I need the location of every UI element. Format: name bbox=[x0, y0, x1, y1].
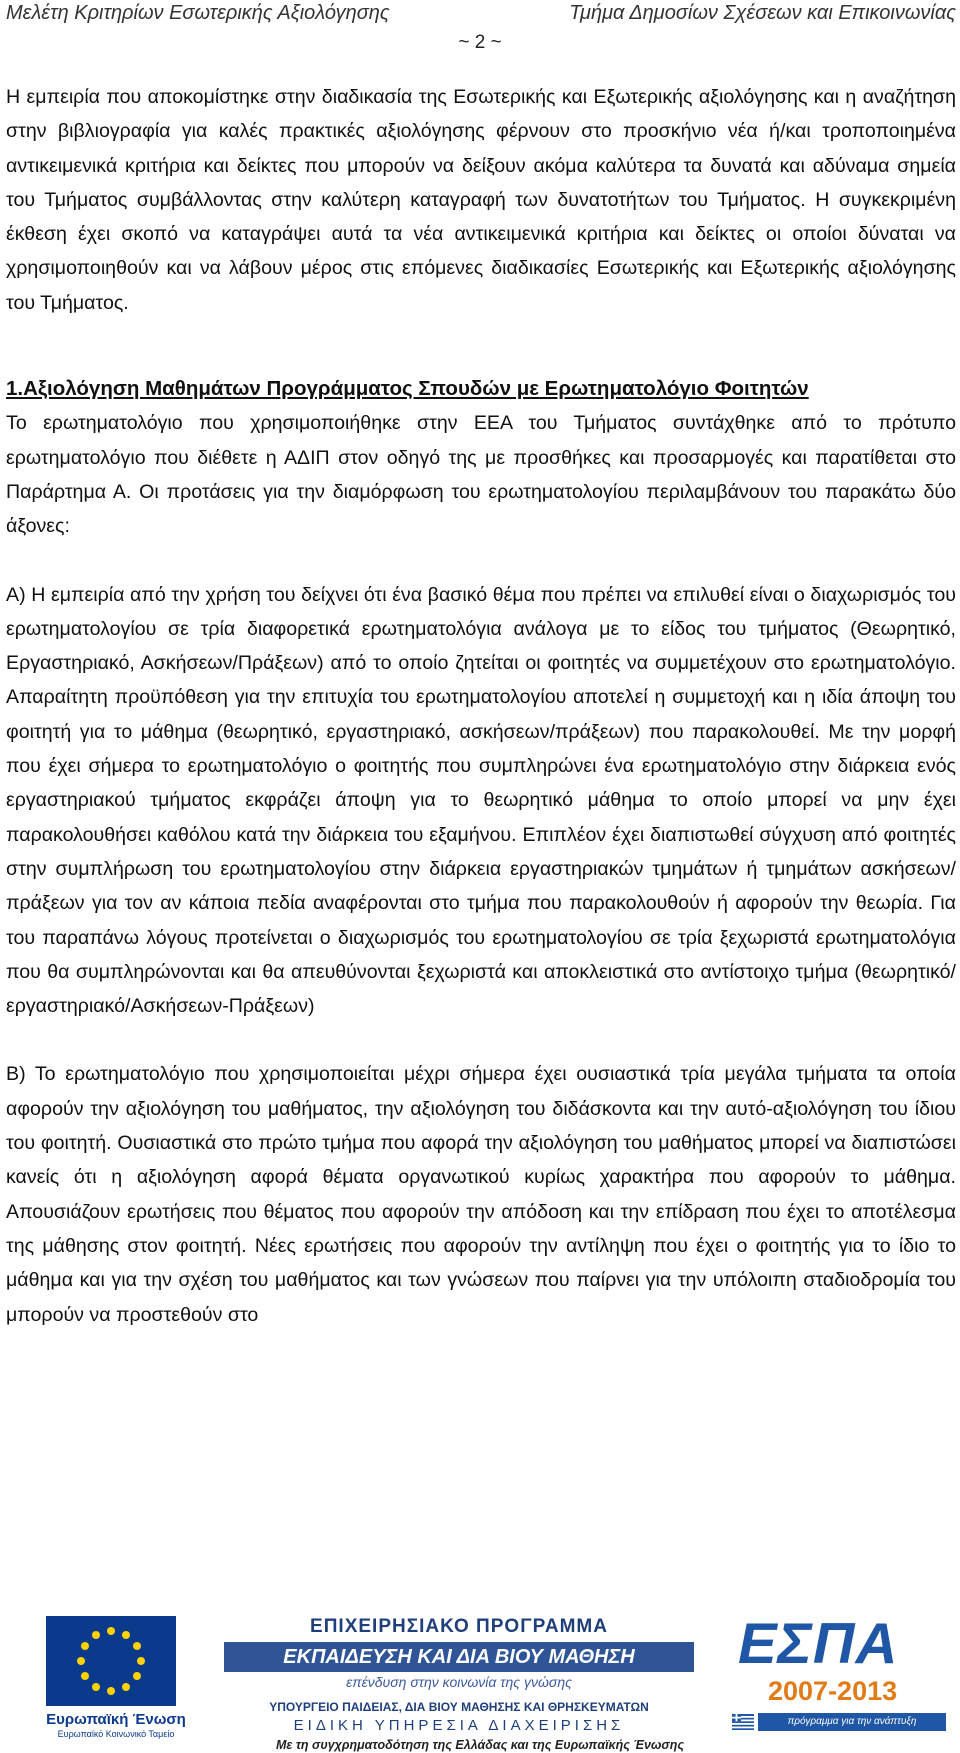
eu-name: Ευρωπαϊκή Ένωση bbox=[46, 1711, 186, 1728]
funding-footer bbox=[0, 1598, 960, 1753]
page-number: ~ 2 ~ bbox=[458, 32, 502, 53]
espa-word: ΕΣΠΑ bbox=[738, 1611, 899, 1676]
axis-b-paragraph: Β) Το ερωτηματολόγιο που χρησιμοποιείται μέχρι σήμερα έχει ουσιαστικά τρία μεγάλα τμήματα τα οποία αφορούν την αξιολόγηση του μαθήματος, την αξιολόγηση του διδάσκοντα και την αυτό-αξιολόγηση του ίδιου του φοιτητή. Ουσιαστικά στο πρώτο τμήμα που αφορά την αξιολόγηση του μαθήματος μπορεί να διαπιστώσει κανείς ότι η αξιολόγηση αφορά θέματα οργανωτικού κυρίως χαρακτήρα που αφορούν το μάθημα. Απουσιάζουν ερωτήσεις που θέματος που αφορούν την απόδοση και την επίδραση που έχει το αποτέλεσμα της μάθησης στον φοιτητή. Νέες ερωτήσεις που αφορούν την αντίληψη που έχει ο φοιτητής για το ίδιο το μάθημα και για την σχέση του μαθήματος και των γνώσεων που παίρνει για την υπόλοιπη σταδιοδρομία του μπορούν να προστεθούν στο bbox=[6, 1063, 956, 1326]
axis-a-paragraph: Α) Η εμπειρία από την χρήση του δείχνει ότι ένα βασικό θέμα που πρέπει να επιλυθεί είναι ο διαχωρισμός του ερωτηματολογίου σε τρία διαφορετικά ερωτηματολόγια ανάλογα με το είδος του τμήματος (Θεωρητικό, Εργαστηριακό, Ασκήσεων/Πράξεων) από το οποίο ζητείται οι φοιτητές να συμμετέχουν στο ερωτηματολόγιο. Απαραίτητη προϋπόθεση για την επιτυχία του ερωτηματολογίου αποτελεί η συμμετοχή και η ιδία άποψη του φοιτητή για το μάθημα (θεωρητικό, εργαστηριακό, ασκήσεων/πράξεων) που παρακολουθεί. Με την μορφή που έχει σήμερα το ερωτηματολόγιο ο φοιτητής που συμπληρώνει ένα ερωτηματολόγιο στην διάρκεια ενός εργαστηριακού τμήματος εκφράζει άποψη για το θεωρητικό μάθημα το οποίο μπορεί να μην έχει παρακολουθήσει καθόλου κατά την διάρκεια του εξαμήνου. Επιπλέον έχει διαπιστωθεί σύγχυση από φοιτητές στην συμπλήρωση του ερωτηματολογίου στην διάρκεια εργαστηριακών τμημάτων ή τμημάτων ασκήσεων/πράξεων για τον αν κάποια πεδία αναφέρονται στο τμήμα που παρακολουθούν ή αφορούν την θεωρία. Για του παραπάνω λόγους προτείνεται ο διαχωρισμός του ερωτηματολογίου σε τρία ξεχωριστά ερωτηματολόγια που θα συμπληρώνονται και θα απευθύνονται ξεχωριστά και αποκλειστικά στο αντίστοιχο τμήμα (θεωρητικό/εργαστηριακό/Ασκήσεων-Πράξεων) bbox=[6, 583, 956, 1018]
op-slogan: επένδυση στην κοινωνία της γνώσης bbox=[346, 1674, 572, 1690]
header-document-title: Μελέτη Κριτηρίων Εσωτερικής Αξιολόγησης bbox=[6, 2, 390, 24]
eu-fund: Ευρωπαϊκό Κοινωνικό Ταμείο bbox=[57, 1729, 175, 1739]
op-title: ΕΠΙΧΕΙΡΗΣΙΑΚΟ ΠΡΟΓΡΑΜΜΑ bbox=[310, 1616, 608, 1637]
espa-logo bbox=[720, 1610, 952, 1740]
operational-programme-logo bbox=[224, 1616, 694, 1734]
section-paragraph: Το ερωτηματολόγιο που χρησιμοποιήθηκε στην ΕΕΑ του Τμήματος συντάχθηκε από το πρότυπο ερωτηματολόγιο που διέθετε η ΑΔΙΠ στον οδηγό της με προσθήκες και προσαρμογές και παρατίθεται στο Παράρτημα Α. Οι προτάσεις για την διαμόρφωση του ερωτηματολογίου περιλαμβάνουν του παρακάτω δύο άξονες: bbox=[6, 412, 956, 538]
document-body bbox=[6, 80, 956, 1332]
espa-tagline: πρόγραμμα για την ανάπτυξη bbox=[758, 1713, 946, 1731]
page-header bbox=[0, 0, 960, 60]
eu-flag-icon bbox=[46, 1616, 176, 1706]
cofinance-note: Με τη συγχρηματοδότηση της Ελλάδας και της Ευρωπαϊκής Ένωσης bbox=[275, 1738, 685, 1752]
intro-paragraph: Η εμπειρία που αποκομίστηκε στην διαδικασία της Εσωτερικής και Εξωτερικής αξιολόγησης και η αναζήτηση στην βιβλιογραφία για καλές πρακτικές αξιολόγησης φέρνουν στο προσκήνιο νέα ή/και τροποποιημένα αντικειμενικά κριτήρια και δείκτες που μπορούν να δείξουν ακόμα καλύτερα τα δυνατά και αδύναμα σημεία του Τμήματος συμβάλλοντας στην καλύτερη καταγραφή των δυνατοτήτων του Τμήματος. Η συγκεκριμένη έκθεση έχει σκοπό να καταγράψει αυτά τα νέα αντικειμενικά κριτήρια και δείκτες οι οποίοι δύναται να χρησιμοποιηθούν και να λάβουν μέρος στις επόμενες διαδικασίες Εσωτερικής και Εξωτερικής αξιολόγησης του Τμήματος. bbox=[6, 86, 956, 314]
op-name: ΕΚΠΑΙΔΕΥΣΗ ΚΑΙ ΔΙΑ ΒΙΟΥ ΜΑΘΗΣΗ bbox=[224, 1642, 694, 1672]
greek-flag-icon bbox=[732, 1714, 754, 1730]
section-heading: 1.Αξιολόγηση Μαθημάτων Προγράμματος Σπουδών με Ερωτηματολόγιο Φοιτητών bbox=[6, 377, 809, 401]
ministry-name: ΥΠΟΥΡΓΕΙΟ ΠΑΙΔΕΙΑΣ, ΔΙΑ ΒΙΟΥ ΜΑΘΗΣΗΣ ΚΑΙ ΘΡΗΣΚΕΥΜΑΤΩΝ bbox=[269, 1700, 649, 1714]
agency-name: ΕΙΔΙΚΗ ΥΠΗΡΕΣΙΑ ΔΙΑΧΕΙΡΙΣΗΣ bbox=[293, 1717, 625, 1734]
espa-years: 2007-2013 bbox=[768, 1676, 898, 1706]
header-department: Τμήμα Δημοσίων Σχέσεων και Επικοινωνίας bbox=[569, 2, 956, 24]
